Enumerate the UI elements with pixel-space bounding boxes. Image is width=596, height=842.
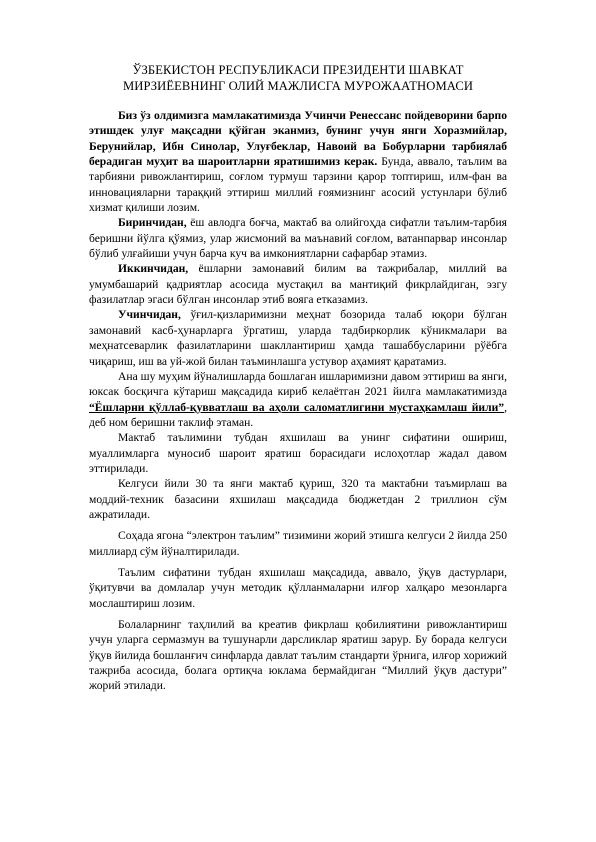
paragraph-8: Соҳада ягона “электрон таълим” тизимини жорий этишга келгуси 2 йилда 250 миллиард сўм йўналтирилади. xyxy=(89,529,507,558)
title-line-2: МИРЗИЁЕВНИНГ ОЛИЙ МАЖЛИСГА МУРОЖААТНОМАСИ xyxy=(122,79,474,93)
paragraph-3-text: ёшларни замонавий билим ва тажрибалар, миллий ва умумбашарий қадриятлар асосида мустақил ва мантиқий фикрлайдиган, эзгу фазилатлар эгаси бўлган инсонлар этиб вояга етказамиз. xyxy=(89,262,507,307)
paragraph-6: Мактаб таълимини тубдан яхшилаш ва унинг сифатини ошириш, муаллимларга муносиб шароит яратиш борасидаги ислоҳотлар жадал давом эттирилади. xyxy=(89,431,507,475)
paragraph-2-text: ёш авлодга боғча, мактаб ва олийгоҳда сифатли таълим-тарбия беришни йўлга қўямиз, улар жисмоний ва маънавий соғлом, ватанпарвар инсонлар бўлиб улғайиши учун барча куч ва имкониятларни сафарбар этамиз. xyxy=(89,216,507,261)
paragraph-1 xyxy=(89,108,507,215)
paragraph-7: Келгуси йили 30 та янги мактаб қуриш, 320 та мактабни таъмирлаш ва моддий-техник базасини яхшилаш мақсадида бюджетдан 2 триллион сўм ажратилади. xyxy=(89,477,507,521)
paragraph-10: Болаларнинг таҳлилий ва креатив фикрлаш қобилиятини ривожлантириш учун уларга сермазмун ва тушунарли дарсликлар яратиш зарур. Бу борада келгуси ўқув йилида бошланғич синфларда давлат таълим стандарти ўрнига, илғор хорижий тажриба асосида, болага ортиқча юклама бермайдиган “Миллий ўқув дастури” жорий этилади. xyxy=(89,618,507,693)
paragraph-4-bold: Учинчидан, xyxy=(118,308,181,322)
paragraph-1-text: Бунда, аввало, таълим ва тарбияни ривожлантириш, соғлом турмуш тарзини қарор топтириш, илм-фан ва инновацияларни тараққий эттириш миллий ғоямизнинг асосий устунлари бўлиб хизмат қилиши лозим. xyxy=(89,155,507,215)
paragraph-3-bold: Иккинчидан, xyxy=(118,262,189,276)
paragraph-4 xyxy=(89,307,507,368)
paragraph-3 xyxy=(89,261,507,307)
document-title xyxy=(89,62,507,94)
paragraph-9: Таълим сифатини тубдан яхшилаш мақсадида, аввало, ўқув дастурлари, ўқитувчи ва домлалар учун методик қўлланмаларни илғор халқаро мезонларга мослаштириш лозим. xyxy=(89,565,507,610)
paragraph-5-text-b: , деб ном беришни таклиф этаман. xyxy=(89,400,507,429)
year-name-underlined: “Ёшларни қўллаб-қувватлаш ва аҳоли саломатлигини мустаҳкамлаш йили” xyxy=(89,400,505,414)
paragraph-1-bold: Биз ўз олдимизга мамлакатимизда Учинчи Ренессанс пойдеворини барпо этишдек улуғ мақсадни қўйган эканмиз, бунинг учун янги Хоразмийлар, Берунийлар, Ибн Синолар, Улуғбеклар, Навоий ва Бобурларни тарбиялаб берадиган муҳит ва шароитларни яратишимиз керак. xyxy=(89,109,507,169)
paragraph-4-text: ўғил-қизларимизни меҳнат бозорида талаб юқори бўлган замонавий касб-ҳунарларга ўргатиш, уларда тадбиркорлик кўникмалари ва меҳнатсеварлик фазилатларини шакллантириш ҳамда ташаббусларини рўёбга чиқариш, иш ва уй-жой билан таъминлашга устувор аҳамият қаратамиз. xyxy=(89,308,507,368)
document-page xyxy=(89,62,507,694)
title-line-1: ЎЗБЕКИСТОН РЕСПУБЛИКАСИ ПРЕЗИДЕНТИ ШАВКАТ xyxy=(132,63,464,77)
paragraph-5-text-a: Ана шу муҳим йўналишларда бошлаган ишларимизни давом эттириш ва янги, юксак босқичга кўтариш мақсадида кириб келаётган 2021 йилга мамлакатимизда xyxy=(89,369,507,399)
paragraph-5 xyxy=(89,369,507,430)
paragraph-2 xyxy=(89,215,507,261)
paragraph-2-bold: Биринчидан, xyxy=(118,216,187,230)
